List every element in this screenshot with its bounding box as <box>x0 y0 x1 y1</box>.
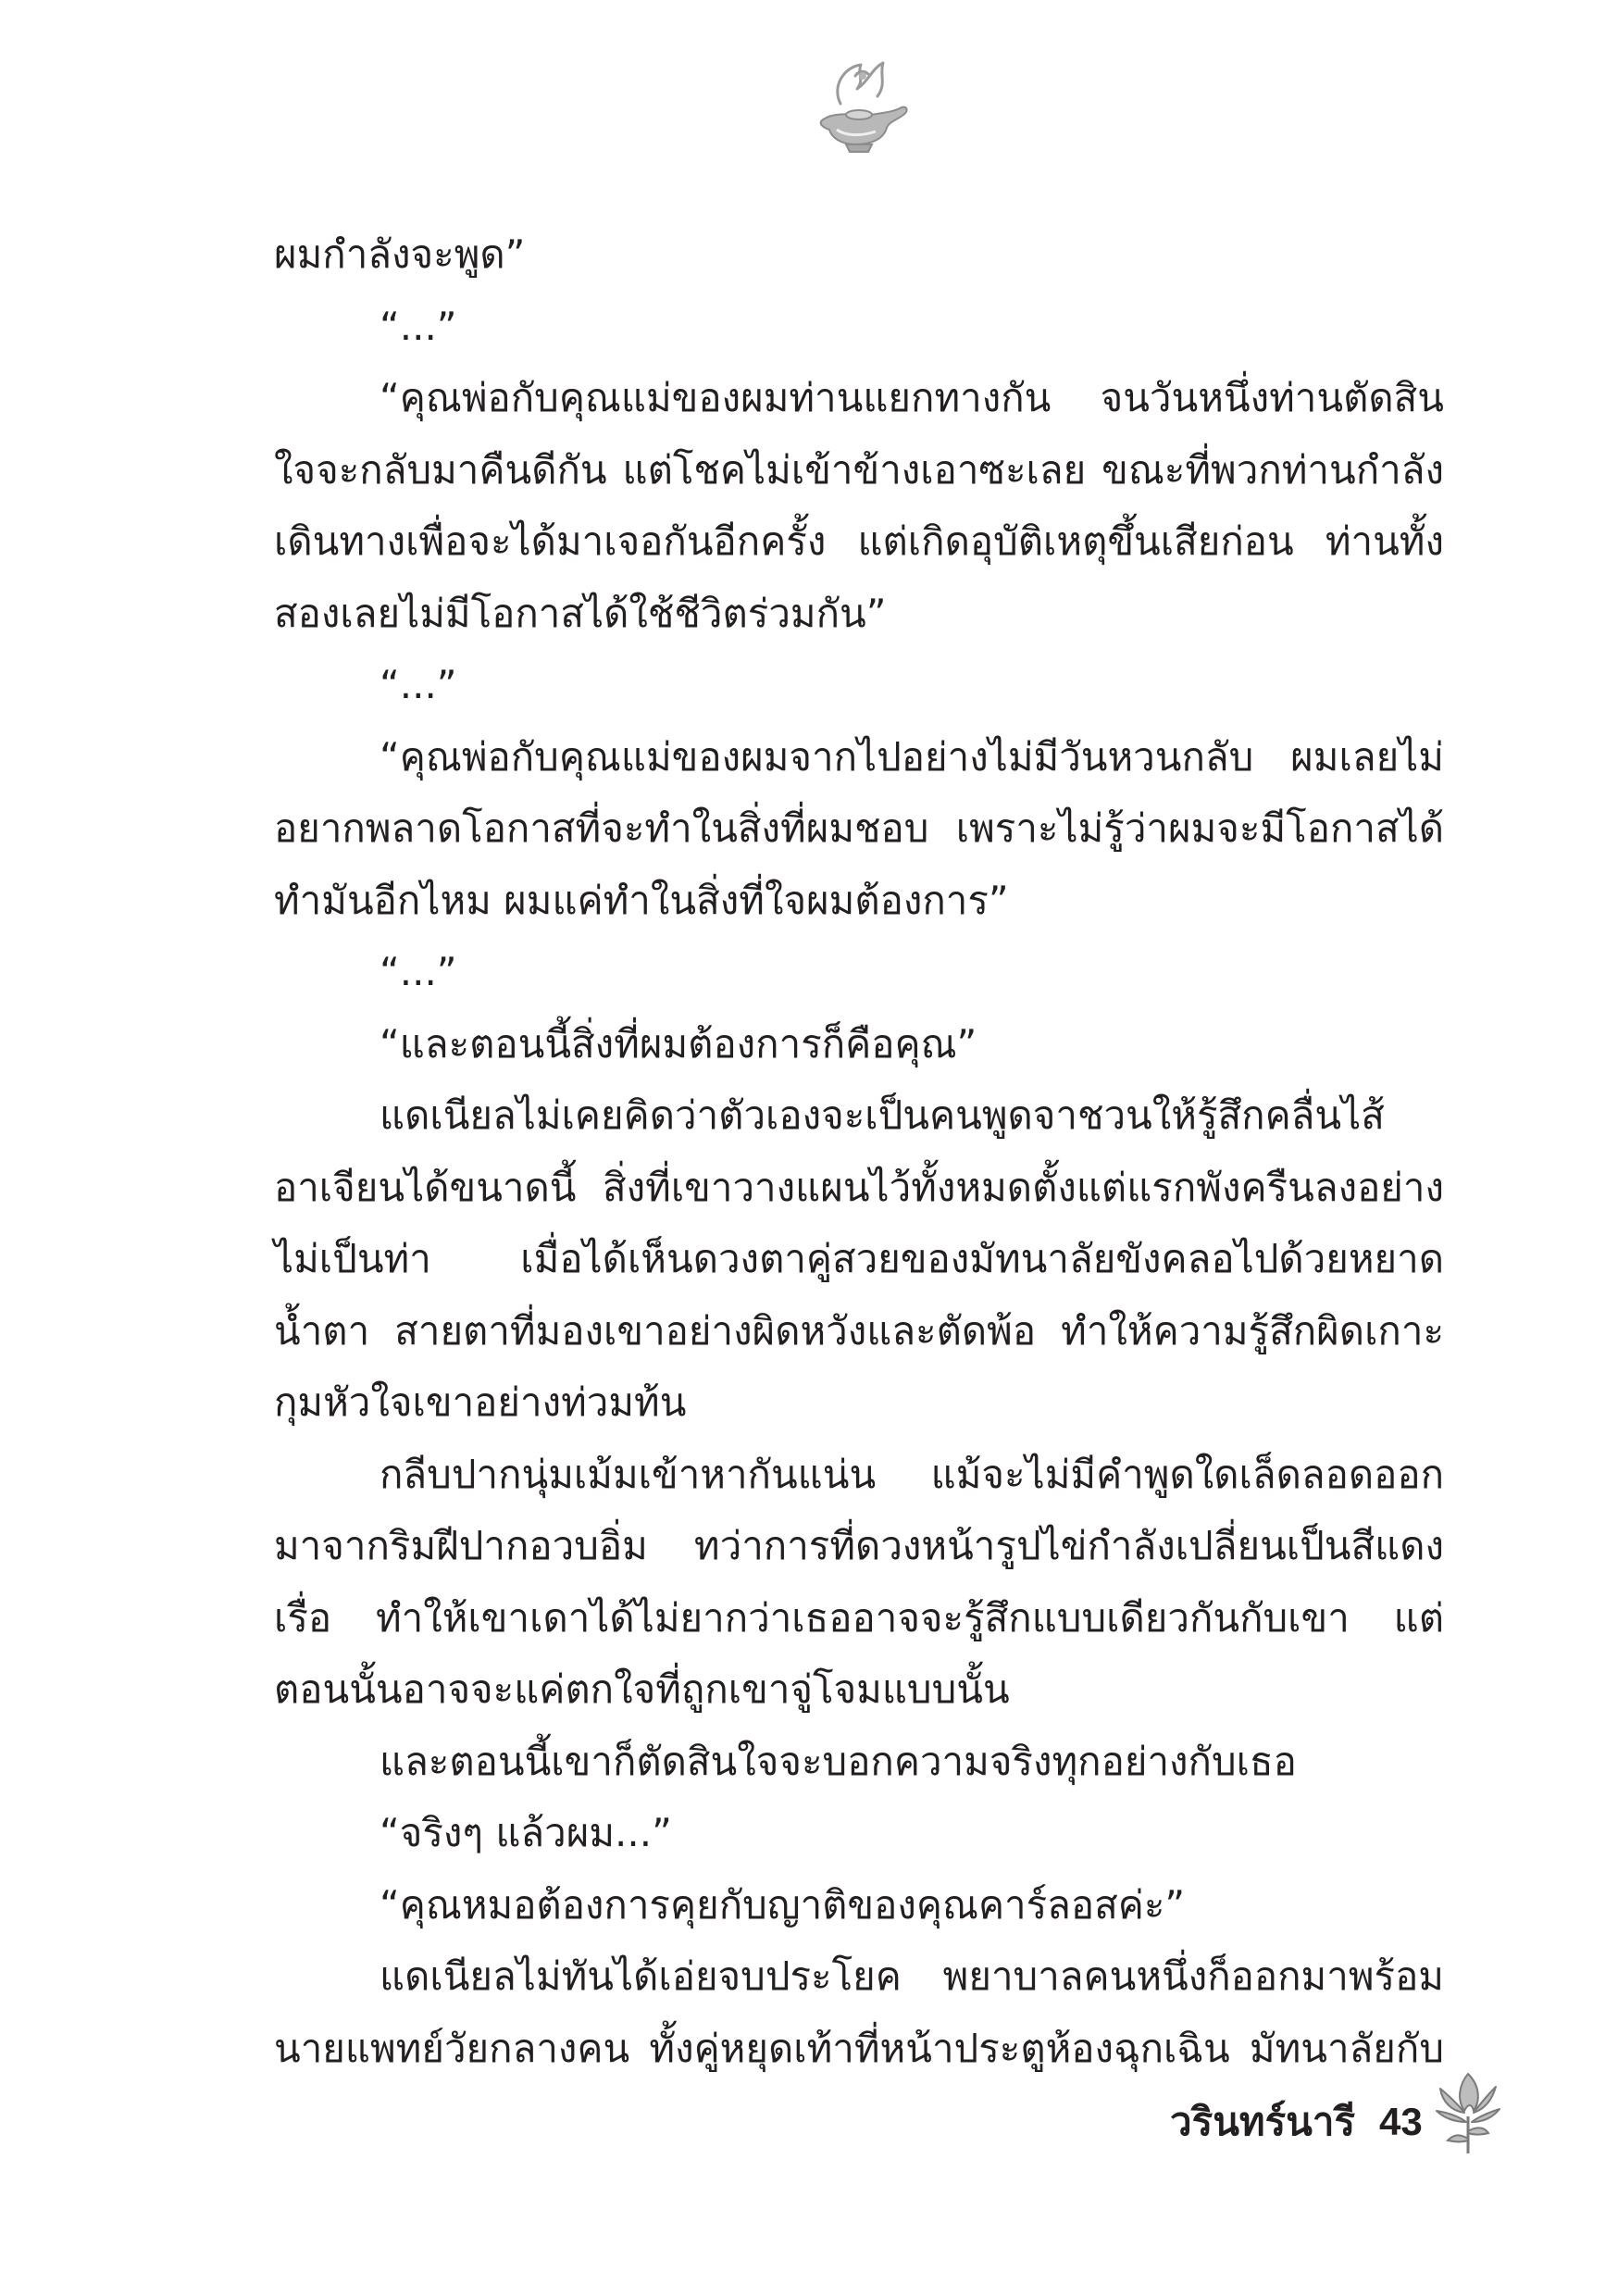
paragraph-4: “...” <box>380 662 457 707</box>
page-number: 43 <box>1379 2100 1423 2143</box>
paragraph-2: “...” <box>380 303 457 349</box>
paragraph-6: “...” <box>380 949 457 994</box>
paragraph-8: แดเนียลไม่เคยคิดว่าตัวเองจะเป็นคนพูดจาชวนให้รู้สึกคลื่นไส้อาเจียนได้ขนาดนี้ สิ่งที่เขาวางแผนไว้ทั้งหมดตั้งแต่แรกพังครืนลงอย่างไม่เป็นท่า เมื่อได้เห็นดวงตาคู่สวยของมัทนาลัยขังคลอไปด้วยหยาดน้ำตา สายตาที่มองเขาอย่างผิดหวังและตัดพ้อ ทำให้ความรู้สึกผิดเกาะกุมหัวใจเขาอย่างท่วมท้น <box>274 1092 1444 1425</box>
paragraph-13: แดเนียลไม่ทันได้เอ่ยจบประโยค พยาบาลคนหนึ่งก็ออกมาพร้อมนายแพทย์วัยกลางคน ทั้งคู่หยุดเท้าที่หน้าประตูห้องฉุกเฉิน มัทนาลัยกับ <box>274 1953 1444 2071</box>
body-text <box>274 218 1444 2084</box>
paragraph-5: “คุณพ่อกับคุณแม่ของผมจากไปอย่างไม่มีวันหวนกลับ ผมเลยไม่อยากพลาดโอกาสที่จะทำในสิ่งที่ผมชอบ เพราะไม่รู้ว่าผมจะมีโอกาสได้ทำมันอีกไหม ผมแค่ทำในสิ่งที่ใจผมต้องการ” <box>274 733 1444 923</box>
paragraph-9: กลีบปากนุ่มเม้มเข้าหากันแน่น แม้จะไม่มีคำพูดใดเล็ดลอดออกมาจากริมฝีปากอวบอิ่ม ทว่าการที่ดวงหน้ารูปไข่กำลังเปลี่ยนเป็นสีแดงเรื่อ ทำให้เขาเดาได้ไม่ยากว่าเธออาจจะรู้สึกแบบเดียวกันกับเขา แต่ตอนนั้นอาจจะแค่ตกใจที่ถูกเขาจู่โจมแบบนั้น <box>274 1451 1444 1712</box>
paragraph-3: “คุณพ่อกับคุณแม่ของผมท่านแยกทางกัน จนวันหนึ่งท่านตัดสินใจจะกลับมาคืนดีกัน แต่โชคไม่เข้าข้างเอาซะเลย ขณะที่พวกท่านกำลังเดินทางเพื่อจะได้มาเจอกันอีกครั้ง แต่เกิดอุบัติเหตุขึ้นเสียก่อน ท่านทั้งสองเลยไม่มีโอกาสได้ใช้ชีวิตร่วมกัน” <box>274 375 1444 636</box>
paragraph-7: “และตอนนี้สิ่งที่ผมต้องการก็คือคุณ” <box>380 1020 977 1067</box>
magic-lamp-icon <box>803 48 916 161</box>
paragraph-12: “คุณหมอต้องการคุยกับญาติของคุณคาร์ลอสค่ะ” <box>380 1881 1186 1928</box>
lily-flower-icon <box>1431 2066 1505 2157</box>
paragraph-1: ผมกำลังจะพูด” <box>274 231 526 277</box>
paragraph-11: “จริงๆ แล้วผม...” <box>380 1810 672 1855</box>
paragraph-10: และตอนนี้เขาก็ตัดสินใจจะบอกความจริงทุกอย่างกับเธอ <box>380 1738 1297 1784</box>
book-title: วรินทร์นารี <box>1170 2099 1355 2144</box>
